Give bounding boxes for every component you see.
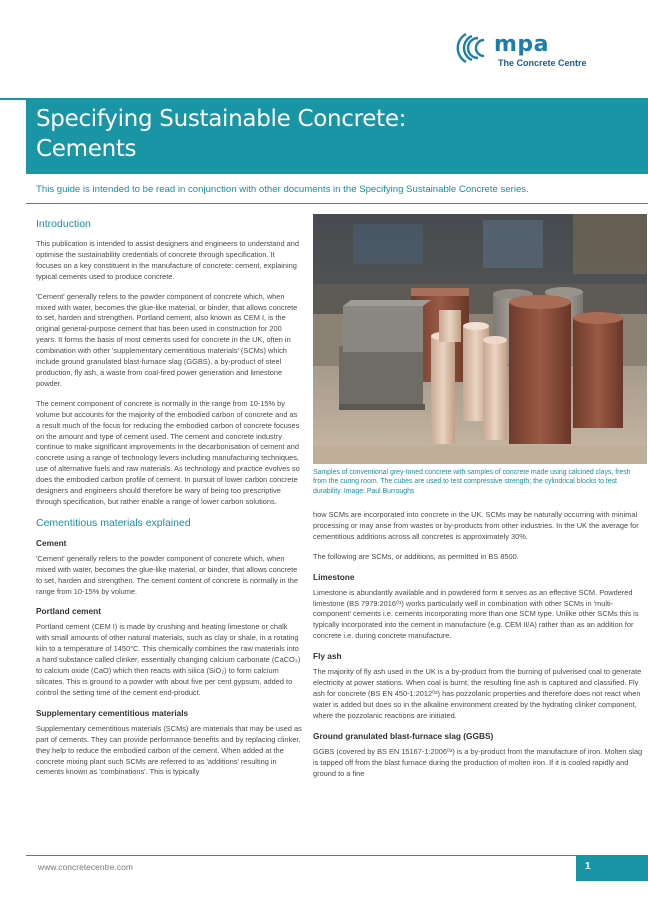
logo-text: mpa [494, 32, 550, 57]
right-column [313, 510, 647, 785]
logo-arcs-icon [452, 26, 496, 70]
footer-website-link[interactable]: www.concretecentre.com [38, 862, 133, 872]
page-title [36, 104, 406, 164]
right-paragraph-1: how SCMs are incorporated into concrete in the UK. SCMs may be naturally occurring with minimal processing or may arise from wastes or by-products from other industries. In the UK the average for cementitious additions across all concretes is approximately 30%. [313, 510, 639, 541]
intro-note-bar [26, 178, 648, 204]
cement-heading: Cement [36, 537, 67, 548]
fly-ash-heading: Fly ash [313, 651, 342, 662]
cement-paragraph: 'Cement' generally refers to the powder component of concrete which, when mixed with water, becomes the glue-like material, or binder, that allows concrete to set, harden and strengthen. The cement content of concrete is normally in the range from 10-15% by volume. [36, 553, 298, 596]
portland-cement-paragraph: Portland cement (CEM I) is made by crushing and heating limestone or chalk with small amounts of other natural materials, such as clay or shale, in a rotating kiln to a temperature of 1450°C. This chemically combines the raw materials into a hard substance called clinker, essentially changing calcium carbonate (CaCO₃) to calcium oxide (CaO) which then reacts with silica (SiO₂) to form calcium silicates. This is ground to a powder with about five per cent gypsum, added to control the setting time of the cement end-product. [36, 622, 301, 697]
page-number: 1 [585, 861, 591, 872]
introduction-paragraph-2: 'Cement' generally refers to the powder component of concrete which, when mixed with water, becomes the glue-like material, or binder, that allows concrete to set, harden and strengthen. Portland cement, also known as CEM I, is the original general-purpose cement that has been used in construction for 200 years. It forms the basis of most cements used for concrete in the UK, often in combination with other 'supplementary cementitious materials' (SCMs) which include ground granulated blast-furnace slag (GGBS), a by-product of steel production, fly ash, a waste from coal-fired power generation and limestone powder. [36, 291, 298, 388]
title-line-2: Cements [36, 136, 137, 162]
scm-paragraph: Supplementary cementitious materials (SCMs) are materials that may be used as part of cements. They can provide performance benefits and by replacing clinker, they help to reduce the embodied carbon of the cement. When added at the concrete mixing plant such SCMs are referred to as 'additions' resulting in cements known as 'combinations'. This is typically [36, 723, 302, 777]
fly-ash-paragraph: The majority of fly ash used in the UK is a by-product from the burning of pulverised coal to generate electricity at power stations. When coal is burnt, the resulting fine ash is captured and classified. Fly ash for concrete (BS EN 450-1:2012⁰²) has pozzolanic properties and therefore does not react when water is added but does so in the alkaline environment created by the hydrating clinker component, where the pozzolanic reactions are initiated. [313, 667, 642, 720]
ggbs-paragraph: GGBS (covered by BS EN 15167-1:2006⁰³) is a by-product from the manufacture of iron. Molten slag is tapped off from the blast furnace during the production of molten iron. If it is cooled rapidly and ground to a fine [313, 746, 643, 778]
intro-note: This guide is intended to be read in conjunction with other documents in the Specifying Sustainable Concrete series. [36, 184, 529, 195]
concrete-samples-image [313, 214, 647, 464]
scm-heading: Supplementary cementitious materials [36, 707, 189, 718]
left-column [36, 218, 302, 784]
introduction-heading: Introduction [36, 218, 91, 230]
title-line-1: Specifying Sustainable Concrete: [36, 106, 407, 132]
concrete-samples-photo [313, 214, 647, 464]
introduction-paragraph-1: This publication is intended to assist designers and engineers to understand and optimise the sustainability credentials of concrete through specification. It focuses on a key constituent in the manufacture of concrete: cement, explaining typical cements used to produce concrete. [36, 239, 299, 281]
title-band [26, 98, 648, 174]
ggbs-heading: Ground granulated blast-furnace slag (GGBS) [313, 730, 494, 741]
mpa-logo [452, 26, 592, 76]
right-paragraph-2: The following are SCMs, or additions, as permitted in BS 8500. [313, 551, 519, 561]
page-number-box [576, 855, 648, 881]
limestone-paragraph: Limestone is abundantly available and in powdered form it serves as an effective SCM. Powdered limestone (BS 7979:2016⁰¹) works particularly well in combination with other SCMs in 'multi-component' cements i.e. cements incorporating more than one SCM type. Unlike other SCMs this is typically incorporated into the cement in manufacture (e.g. CEM II/A) rather than as an addition for concrete i.e. during concrete manufacture. [313, 587, 639, 641]
introduction-paragraph-3: The cement component of concrete is normally in the range from 10-15% by volume but accounts for the majority of the embodied carbon of concrete and as a result much of the focus for reducing the embodied carbon of concrete focuses on the amount and type of cement used. The cement and concrete industry continue to make significant improvements in the decarbonisation of cement and concrete using a range of technology levers including manufacturing techniques, use of alternative fuels and raw materials. As technology and practice evolves so does the embodied carbon profile of cement. In pursuit of lower carbon concrete designers and engineers should therefore be wary of being too prescriptive through specification, but rather enable a range of lower carbon solutions. [36, 398, 300, 506]
portland-cement-heading: Portland cement [36, 606, 102, 617]
cementitious-heading: Cementitious materials explained [36, 516, 191, 529]
limestone-heading: Limestone [313, 571, 355, 582]
logo-subtitle: The Concrete Centre [498, 58, 587, 68]
footer-divider [26, 855, 648, 856]
photo-caption: Samples of conventional grey-toned concrete with samples of concrete made using calcined clays, fresh from the curing room. The cubes are used to test compressive strength; the cylindrical blocks to test durability. Image: Paul Burroughs [313, 469, 631, 495]
